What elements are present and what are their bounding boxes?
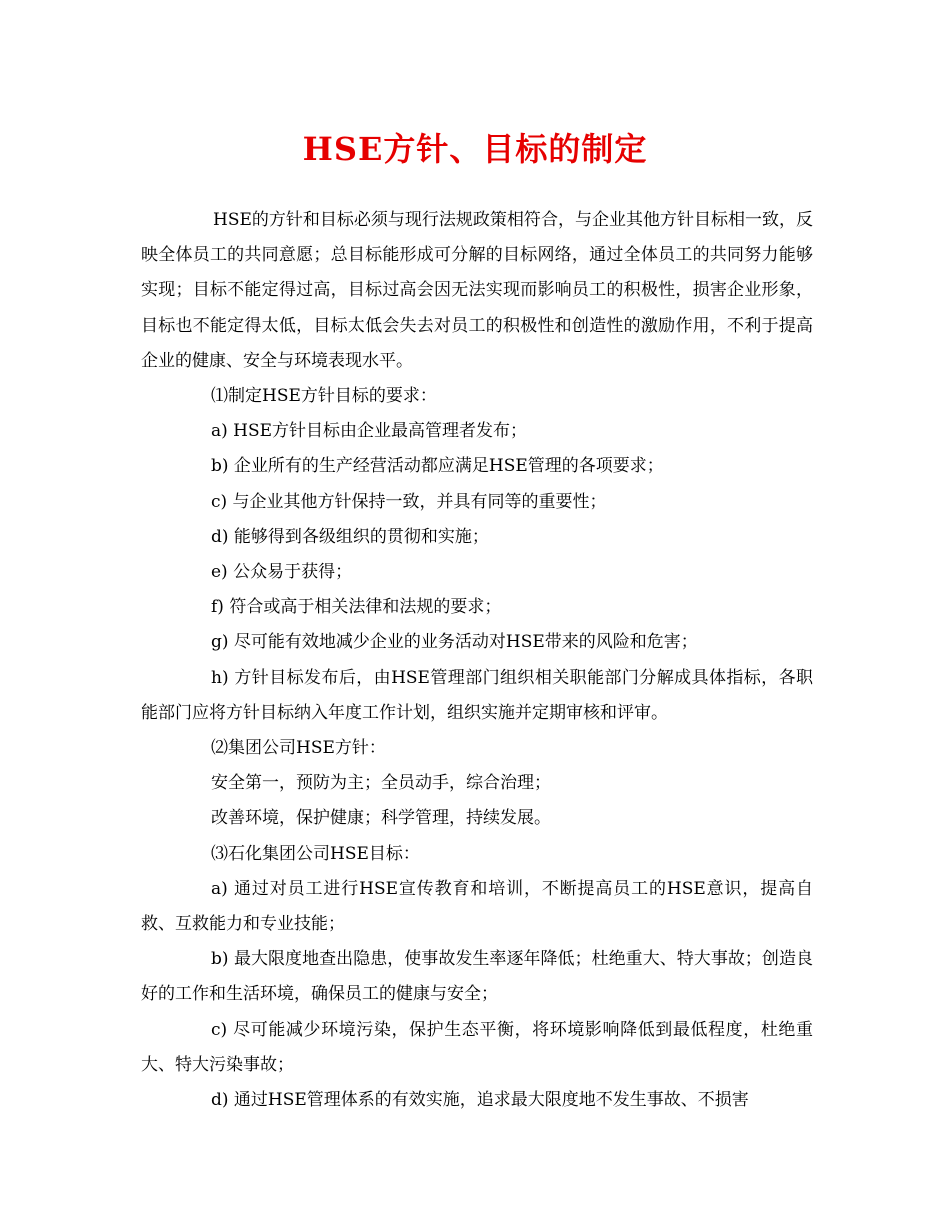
page-title: HSE方针、目标的制定 [302, 130, 648, 168]
goal-item-c: c) 尽可能减少环境污染，保护生态平衡，将环境影响降低到最低程度，杜绝重大、特大污染事故； [141, 1019, 813, 1075]
section-heading-group-policy: ⑵集团公司HSE方针： [211, 738, 386, 759]
requirement-item-c: c) 与企业其他方针保持一致，并具有同等的重要性； [211, 491, 607, 512]
document-body [141, 203, 813, 1118]
requirement-item-b: b) 企业所有的生产经营活动都应满足HSE管理的各项要求； [211, 456, 664, 477]
policy-line-1: 安全第一，预防为主；全员动手，综合治理； [211, 773, 551, 794]
intro-paragraph: HSE的方针和目标必须与现行法规政策相符合，与企业其他方针目标相一致，反映全体员工的共同意愿；总目标能形成可分解的目标网络，通过全体员工的共同努力能够实现；目标不能定得过高，目标过高会因无法实现而影响员工的积极性，损害企业形象，目标也不能定得太低，目标太低会失去对员工的积极性和创造性的激励作用，不利于提高企业的健康、安全与环境表现水平。 [141, 210, 813, 371]
goal-item-d: d) 通过HSE管理体系的有效实施，追求最大限度地不发生事故、不损害 [211, 1090, 749, 1111]
section-heading-requirements: ⑴制定HSE方针目标的要求： [211, 386, 437, 407]
requirement-item-h: h) 方针目标发布后，由HSE管理部门组织相关职能部门分解成具体指标，各职能部门应将方针目标纳入年度工作计划，组织实施并定期审核和评审。 [141, 667, 813, 723]
requirement-item-g: g) 尽可能有效地减少企业的业务活动对HSE带来的风险和危害； [211, 632, 698, 653]
section-heading-group-goals: ⑶石化集团公司HSE目标： [211, 843, 420, 864]
policy-line-2: 改善环境，保护健康；科学管理，持续发展。 [211, 808, 551, 829]
requirement-item-a: a) HSE方针目标由企业最高管理者发布； [211, 421, 528, 442]
requirement-item-d: d) 能够得到各级组织的贯彻和实施； [211, 526, 489, 547]
goal-item-a: a) 通过对员工进行HSE宣传教育和培训，不断提高员工的HSE意识，提高自救、互救能力和专业技能； [141, 878, 813, 935]
requirement-item-e: e) 公众易于获得； [211, 562, 353, 583]
goal-item-b: b) 最大限度地查出隐患，使事故发生率逐年降低；杜绝重大、特大事故；创造良好的工作和生活环境，确保员工的健康与安全； [141, 949, 813, 1005]
requirement-item-f: f) 符合或高于相关法律和法规的要求； [211, 597, 502, 618]
